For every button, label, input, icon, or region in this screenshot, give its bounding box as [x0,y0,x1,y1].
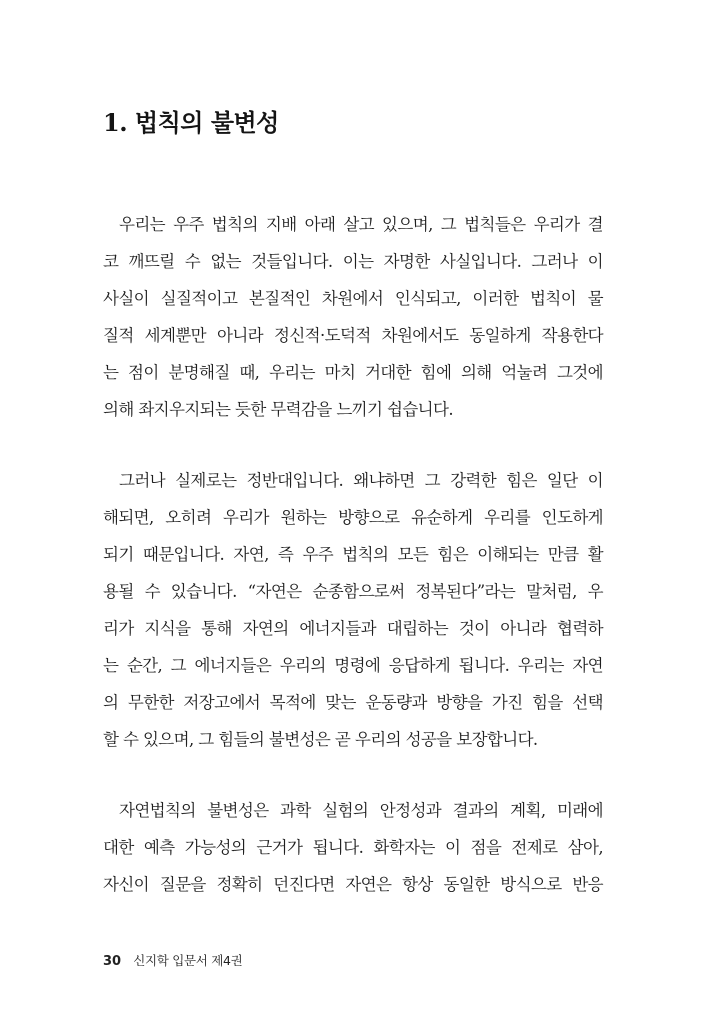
text-line: 그러나 실제로는 정반대입니다. 왜냐하면 그 강력한 힘은 일단 이 [119,471,603,490]
text-line: 우리는 우주 법칙의 지배 아래 살고 있으며, 그 법칙들은 우리가 결 [119,215,603,234]
text-line: 대한 예측 가능성의 근거가 됩니다. 화학자는 이 점을 전제로 삼아, [103,838,603,857]
text-line: 사실이 실질적이고 본질적인 차원에서 인식되고, 이러한 법칙이 물 [103,289,603,308]
paragraph-3 [103,797,603,908]
book-title: 신지학 입문서 제4권 [133,953,243,968]
text-line: 는 순간, 그 에너지들은 우리의 명령에 응답하게 됩니다. 우리는 자연 [103,656,603,675]
paragraph-2 [103,467,603,763]
text-line: 자연법칙의 불변성은 과학 실험의 안정성과 결과의 계획, 미래에 [119,801,603,820]
text-line: 코 깨뜨릴 수 없는 것들입니다. 이는 자명한 사실입니다. 그러나 이 [103,252,603,271]
text-line: 되기 때문입니다. 자연, 즉 우주 법칙의 모든 힘은 이해되는 만큼 활 [103,545,603,564]
body-text [103,211,603,942]
text-line: 리가 지식을 통해 자연의 에너지들과 대립하는 것이 아니라 협력하 [103,619,603,638]
text-line: 의해 좌지우지되는 듯한 무력감을 느끼기 쉽습니다. [103,400,453,419]
text-line: 의 무한한 저장고에서 목적에 맞는 운동량과 방향을 가진 힘을 선택 [103,693,603,712]
page-footer [103,951,242,969]
chapter-title: 1. 법칙의 불변성 [103,108,279,137]
text-line: 자신이 질문을 정확히 던진다면 자연은 항상 동일한 방식으로 반응 [103,875,603,894]
text-line: 할 수 있으며, 그 힘들의 불변성은 곧 우리의 성공을 보장합니다. [103,730,538,749]
text-line: 는 점이 분명해질 때, 우리는 마치 거대한 힘에 의해 억눌려 그것에 [103,363,603,382]
text-line: 해되면, 오히려 우리가 원하는 방향으로 유순하게 우리를 인도하게 [103,508,603,527]
text-line: 용될 수 있습니다. “자연은 순종함으로써 정복된다”라는 말처럼, 우 [103,582,603,601]
paragraph-1 [103,211,603,433]
page-number: 30 [103,954,122,969]
text-line: 질적 세계뿐만 아니라 정신적·도덕적 차원에서도 동일하게 작용한다 [103,326,603,345]
